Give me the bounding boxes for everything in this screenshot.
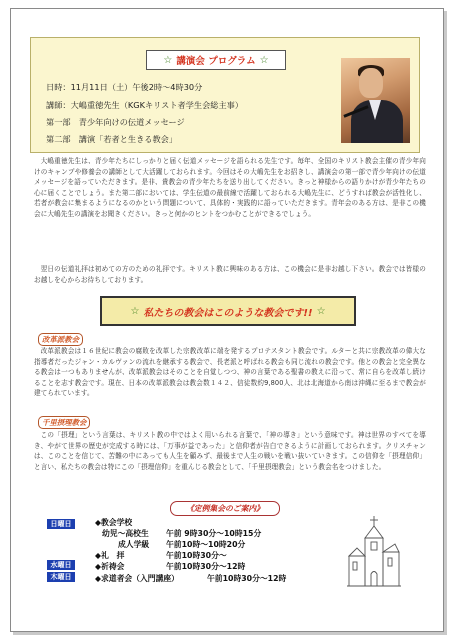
schedule-item-name: 成人学級 (118, 540, 150, 549)
closing-paragraph: 翌日の伝道礼拝は初めての方のための礼拝です。キリスト教に興味のある方は、この機会に是非お越し下さい。教会では皆様のお越しを心からお待ちしております。 (34, 265, 426, 284)
schedule-item-name: ◆祈祷会 (95, 562, 125, 571)
program-date: 日時：11月11日（土）午後2時～4時30分 (46, 82, 203, 92)
church-banner-text: 私たちの教会はこのような教会です!! (143, 307, 313, 319)
schedule-title: 《定例集会のご案内》 (170, 501, 280, 516)
schedule-item-time: 午前10時～10時20分 (166, 540, 246, 549)
section-text-senri: この「摂理」という言葉は、キリスト教の中ではよく用いられる言葉で、「神の導き」という意味です。神は世界のすべてを導き、やがて世界の歴史が完成する時には、「万事が益であった」と信仰者が告白できるように計画しておられます。クリスチャンは、このことを信じて、苦難の中にあっても人生を顧みず、最後まで人生の戦いを戦い抜いていきます。この信仰を「摂理信仰」と言い、私たちの教会は特にこの「摂理信仰」を重んじる教会として、「千里摂理教会」という教会名をつけました。 (34, 431, 426, 471)
schedule-item-name: ◆教会学校 (95, 518, 133, 527)
day-label-wednesday: 水曜日 (47, 560, 75, 570)
day-label-sunday: 日曜日 (47, 519, 75, 529)
intro-paragraph: 大嶋重徳先生は、青少年たちにしっかりと届く伝道メッセージを語られる先生です。毎年、全国のキリスト教会主催の青少年向けのキャンプや修養会の講師として大活躍しておられます。今回はその大嶋先生をお招きし、講演会の第一部で青少年向けの伝道メッセージを語っていただきます。是非、貴教会の青少年たちを送り出してください。きっと神様からの語りかけが青少年たちの心に届くことでしょう。また第二部においては、学生伝道の最前線で活躍しておられる大嶋先生に、どうすれば教会が活性化し、若者が教会に集まるようになるのかという問題について、具体的・実践的に語っていただきます。青年会のある方は、是非この機会に大嶋先生の講演をお聞きください。きっと何かのヒントをつかむことができるでしょう。 (34, 157, 426, 218)
section-label-reformed: 改革派教会 (38, 333, 83, 346)
schedule-item-name: 幼児～高校生 (102, 529, 149, 538)
program-title-text: 講演会 プログラム (176, 56, 256, 67)
schedule-item-name: ◆求道者会（入門講座） (95, 574, 179, 583)
schedule-item-time: 午前10時30分～ (166, 551, 227, 560)
program-speaker: 講師：大嶋重徳先生（KGKキリスト者学生会総主事） (46, 100, 244, 110)
schedule-item-name: ◆礼 拝 (95, 551, 125, 560)
section-text-reformed: 改革派教会は１６世紀に教会の腐敗を改革した宗教改革に端を発するプロテスタント教会です。ルターと共に宗教改革の偉大な指導者だったジャン・カルヴァンの流れを継承する教会で、長老派と呼ばれる教会も同じ流れの教会です。他との教会と完全異なる教会は一つもありませんが、改革派教会はそのことを自覚しつつ、神の言葉である聖書の教えに沿って、常に自らを改革し続けることを志す教会です。現在、日本の改革派教会は教会数１４２、信徒数約9,800人、北は北海道から南は沖縄に至るまで教会が建てられています。 (34, 347, 426, 398)
star-icon: ☆ (259, 54, 269, 66)
schedule-item-time: 午前10時30分～12時 (207, 574, 287, 583)
schedule-item-time: 午前10時30分～12時 (166, 562, 246, 571)
schedule-item-time: 午前 9時30分～10時15分 (166, 529, 262, 538)
star-icon: ☆ (316, 305, 326, 317)
speaker-photo (341, 58, 410, 143)
speaker-head (359, 68, 383, 98)
program-title (146, 50, 286, 70)
star-icon: ☆ (130, 305, 140, 317)
program-part2: 第二部 講演「若者と生きる教会」 (46, 134, 178, 144)
program-part1: 第一部 青少年向けの伝道メッセージ (46, 117, 185, 127)
section-label-senri: 千里摂理教会 (38, 416, 90, 429)
church-banner (100, 296, 356, 326)
church-building-icon (347, 514, 401, 588)
day-label-thursday: 木曜日 (47, 572, 75, 582)
star-icon: ☆ (163, 54, 173, 66)
